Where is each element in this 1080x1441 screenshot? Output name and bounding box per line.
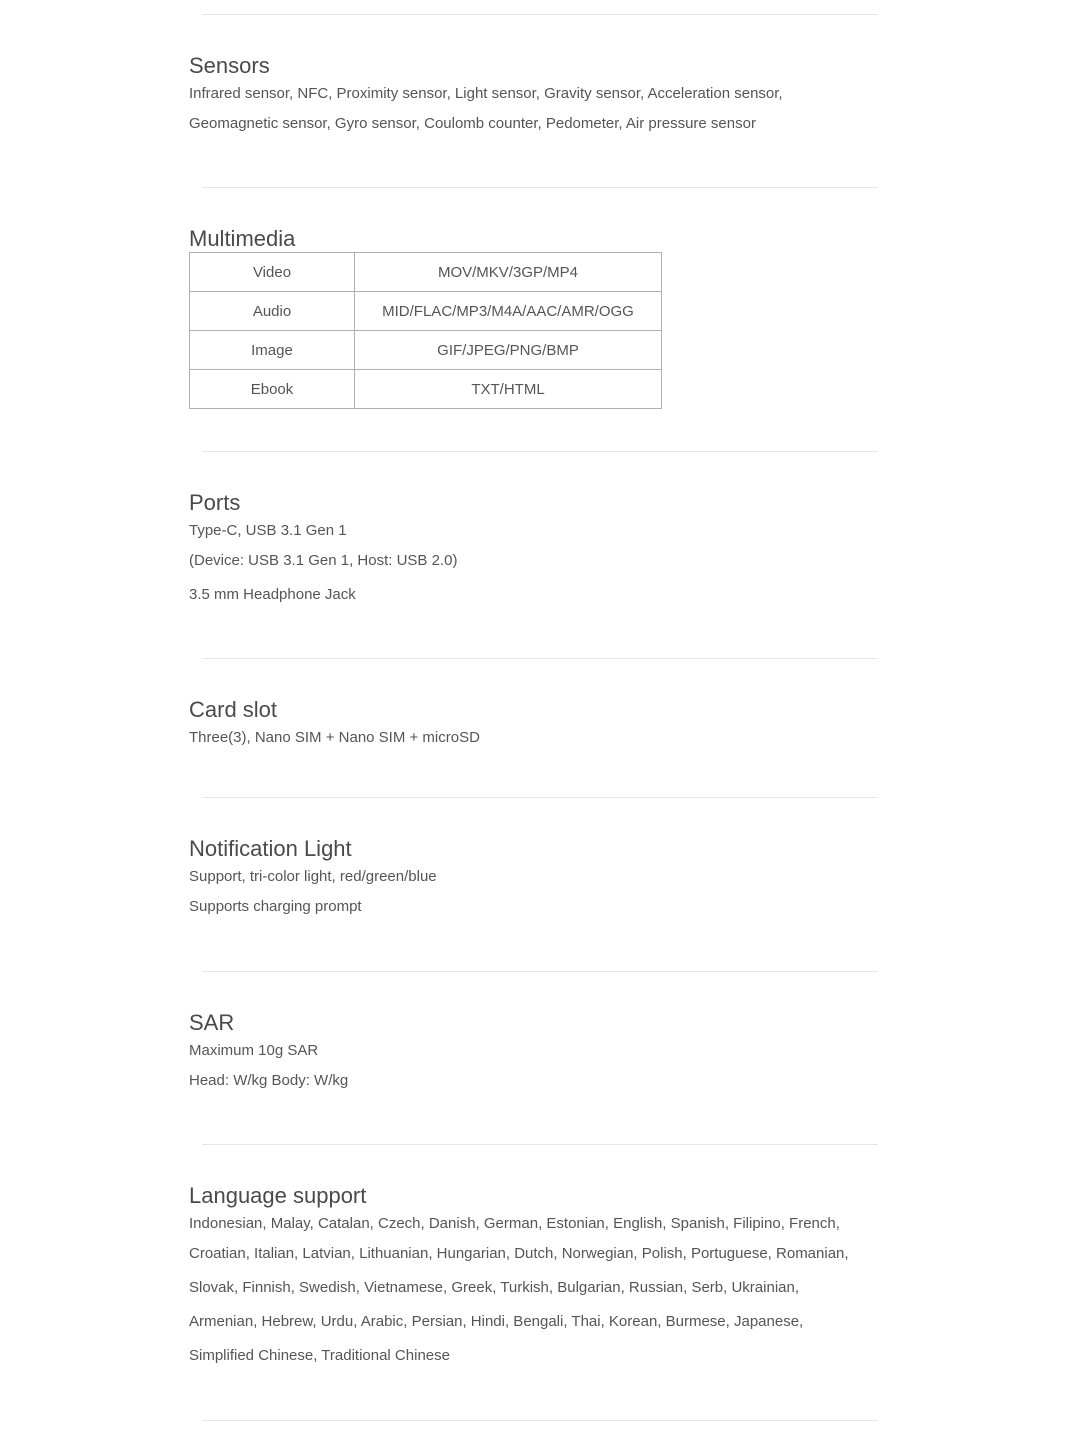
format-type: Audio [190, 292, 355, 331]
language-support-text [189, 1211, 889, 1373]
sensors-text [189, 81, 889, 141]
table-row [190, 370, 662, 409]
text-line: Head: W/kg Body: W/kg [189, 1072, 349, 1089]
text-line: Indonesian, Malay, Catalan, Czech, Danish, German, Estonian, English, Spanish, Filipino, French, [189, 1215, 840, 1232]
format-list: MOV/MKV/3GP/MP4 [355, 253, 662, 292]
section-title: SAR [189, 1010, 235, 1035]
section-divider [202, 187, 878, 188]
text-line: Three(3), Nano SIM + Nano SIM + microSD [189, 729, 480, 746]
section-divider [202, 797, 878, 798]
ports-text [189, 518, 889, 612]
format-list: MID/FLAC/MP3/M4A/AAC/AMR/OGG [355, 292, 662, 331]
section-title: Ports [189, 490, 241, 515]
text-line: (Device: USB 3.1 Gen 1, Host: USB 2.0) [189, 552, 458, 569]
table-row [190, 292, 662, 331]
text-line: Armenian, Hebrew, Urdu, Arabic, Persian, Hindi, Bengali, Thai, Korean, Burmese, Japanese, [189, 1313, 804, 1330]
text-line: Geomagnetic sensor, Gyro sensor, Coulomb counter, Pedometer, Air pressure sensor [189, 115, 756, 132]
section-title: Multimedia [189, 226, 296, 251]
text-line: Simplified Chinese, Traditional Chinese [189, 1347, 450, 1364]
section-title: Card slot [189, 697, 278, 722]
format-list: TXT/HTML [355, 370, 662, 409]
section-divider [202, 1420, 878, 1421]
section-title: Sensors [189, 53, 270, 78]
text-line: Supports charging prompt [189, 898, 362, 915]
text-line: Croatian, Italian, Latvian, Lithuanian, Hungarian, Dutch, Norwegian, Polish, Portuguese, Romanian, [189, 1245, 849, 1262]
section-divider [202, 1144, 878, 1145]
format-list: GIF/JPEG/PNG/BMP [355, 331, 662, 370]
multimedia-table [189, 252, 662, 409]
text-line: Type-C, USB 3.1 Gen 1 [189, 522, 347, 539]
ports-section [189, 490, 889, 612]
card-slot-section [189, 697, 889, 751]
sensors-section [189, 53, 889, 141]
text-line: 3.5 mm Headphone Jack [189, 586, 356, 603]
section-divider [202, 658, 878, 659]
format-type: Ebook [190, 370, 355, 409]
multimedia-section [189, 226, 889, 409]
text-line: Slovak, Finnish, Swedish, Vietnamese, Greek, Turkish, Bulgarian, Russian, Serb, Ukrainian, [189, 1279, 800, 1296]
text-line: Infrared sensor, NFC, Proximity sensor, Light sensor, Gravity sensor, Acceleration sensor, [189, 85, 783, 102]
text-line: Maximum 10g SAR [189, 1042, 319, 1059]
section-divider [202, 14, 878, 15]
notification-light-text [189, 864, 889, 924]
table-row [190, 331, 662, 370]
sar-text [189, 1038, 889, 1098]
section-title: Language support [189, 1183, 367, 1208]
format-type: Video [190, 253, 355, 292]
text-line: Support, tri-color light, red/green/blue [189, 868, 437, 885]
section-title: Notification Light [189, 836, 352, 861]
language-support-section [189, 1183, 889, 1373]
section-divider [202, 971, 878, 972]
table-row [190, 253, 662, 292]
format-type: Image [190, 331, 355, 370]
sar-section [189, 1010, 889, 1098]
notification-light-section [189, 836, 889, 924]
section-divider [202, 451, 878, 452]
card-slot-text [189, 725, 889, 751]
